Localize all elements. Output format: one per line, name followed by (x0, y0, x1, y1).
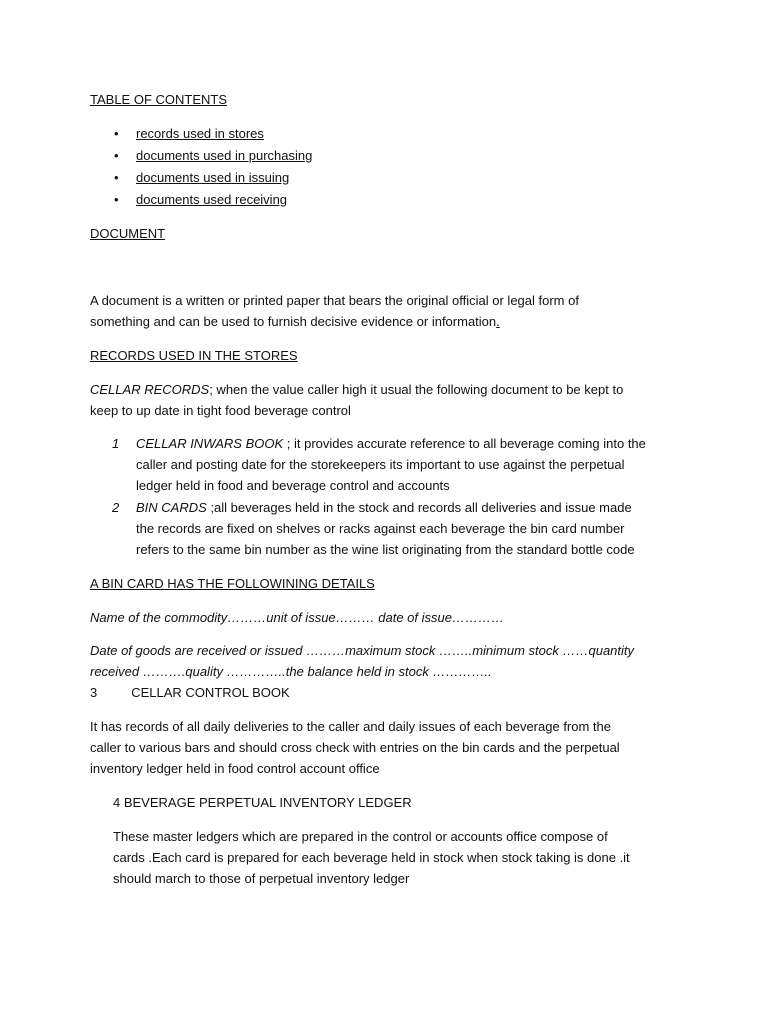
paragraph-line: ledger held in food and beverage control and accounts (136, 478, 450, 493)
paragraph-text: ; when the value caller high it usual the following document to be kept to (209, 382, 624, 397)
ledger-paragraph (113, 826, 693, 889)
paragraph-line: inventory ledger held in food control account office (90, 761, 380, 776)
paragraph-line (90, 311, 690, 332)
bin-card-detail-line: Name of the commodity………unit of issue……… date of issue………… (90, 610, 504, 625)
paragraph-line: refers to the same bin number as the wine list originating from the standard bottle code (136, 542, 635, 557)
bin-card-detail-block (90, 640, 690, 682)
toc-item-label: documents used in issuing (136, 170, 290, 185)
bullet-icon: • (114, 170, 119, 185)
toc-item-label: records used in stores (136, 126, 264, 141)
item-number: 2 (112, 500, 120, 515)
cellar-control-paragraph (90, 716, 690, 779)
toc-list (90, 123, 650, 211)
bullet-icon: • (114, 192, 119, 207)
cellar-records-label: CELLAR RECORDS (90, 382, 210, 397)
paragraph-line: Date of goods are received or issued ………maximum stock ……..minimum stock ……quantity (90, 643, 635, 658)
paragraph-line: It has records of all daily deliveries to the caller and daily issues of each beverage from the (90, 719, 611, 734)
paragraph-line: A document is a written or printed paper that bears the original official or legal form of (90, 293, 579, 308)
toc-item-label: documents used in purchasing (136, 148, 313, 163)
paragraph-line: received ……….quality …………..the balance held in stock ………….. (90, 664, 492, 679)
paragraph-text: ; it provides accurate reference to all beverage coming into the (283, 436, 646, 451)
paragraph-line: caller to various bars and should cross check with entries on the bin cards and the perpetual (90, 740, 620, 755)
heading-text: CELLAR CONTROL BOOK (131, 685, 290, 700)
paragraph-line (136, 433, 682, 454)
paragraph-line: cards .Each card is prepared for each beverage held in stock when stock taking is done .it (113, 850, 630, 865)
toc-item[interactable] (90, 123, 650, 145)
paragraph-line: These master ledgers which are prepared in the control or accounts office compose of (113, 829, 608, 844)
bin-card-heading: A BIN CARD HAS THE FOLLOWINING DETAILS (90, 576, 375, 591)
cellar-control-heading (90, 682, 690, 703)
paragraph-line: caller and posting date for the storekeepers its important to use against the perpetual (136, 457, 625, 472)
paragraph-line: keep to up date in tight food beverage control (90, 403, 351, 418)
item-number: 1 (112, 436, 120, 451)
document-heading: DOCUMENT (90, 226, 166, 241)
paragraph-line (90, 379, 690, 400)
toc-item[interactable] (90, 167, 650, 189)
records-heading: RECORDS USED IN THE STORES (90, 348, 298, 363)
paragraph-line (136, 497, 682, 518)
paragraph-text: ;all beverages held in the stock and records all deliveries and issue made (206, 500, 632, 515)
toc-heading: TABLE OF CONTENTS (90, 92, 227, 107)
paragraph-line: should march to those of perpetual inventory ledger (113, 871, 410, 886)
item-label: BIN CARDS (136, 500, 207, 515)
item-number: 3 (90, 685, 98, 700)
toc-item[interactable] (90, 189, 650, 211)
item-label: CELLAR INWARS BOOK (136, 436, 284, 451)
cellar-records-paragraph (90, 379, 690, 421)
paragraph-period: . (496, 314, 500, 329)
numbered-item-bin-cards (112, 497, 682, 560)
bullet-icon: • (114, 148, 119, 163)
paragraph-line: the records are fixed on shelves or racks against each beverage the bin card number (136, 521, 625, 536)
document-paragraph (90, 290, 690, 332)
bullet-icon: • (114, 126, 119, 141)
paragraph-text: something and can be used to furnish decisive evidence or information (90, 314, 497, 329)
toc-item[interactable] (90, 145, 650, 167)
toc-item-label: documents used receiving (136, 192, 288, 207)
numbered-item-cellar-inwards-book (112, 433, 682, 496)
ledger-heading: 4 BEVERAGE PERPETUAL INVENTORY LEDGER (113, 795, 412, 810)
